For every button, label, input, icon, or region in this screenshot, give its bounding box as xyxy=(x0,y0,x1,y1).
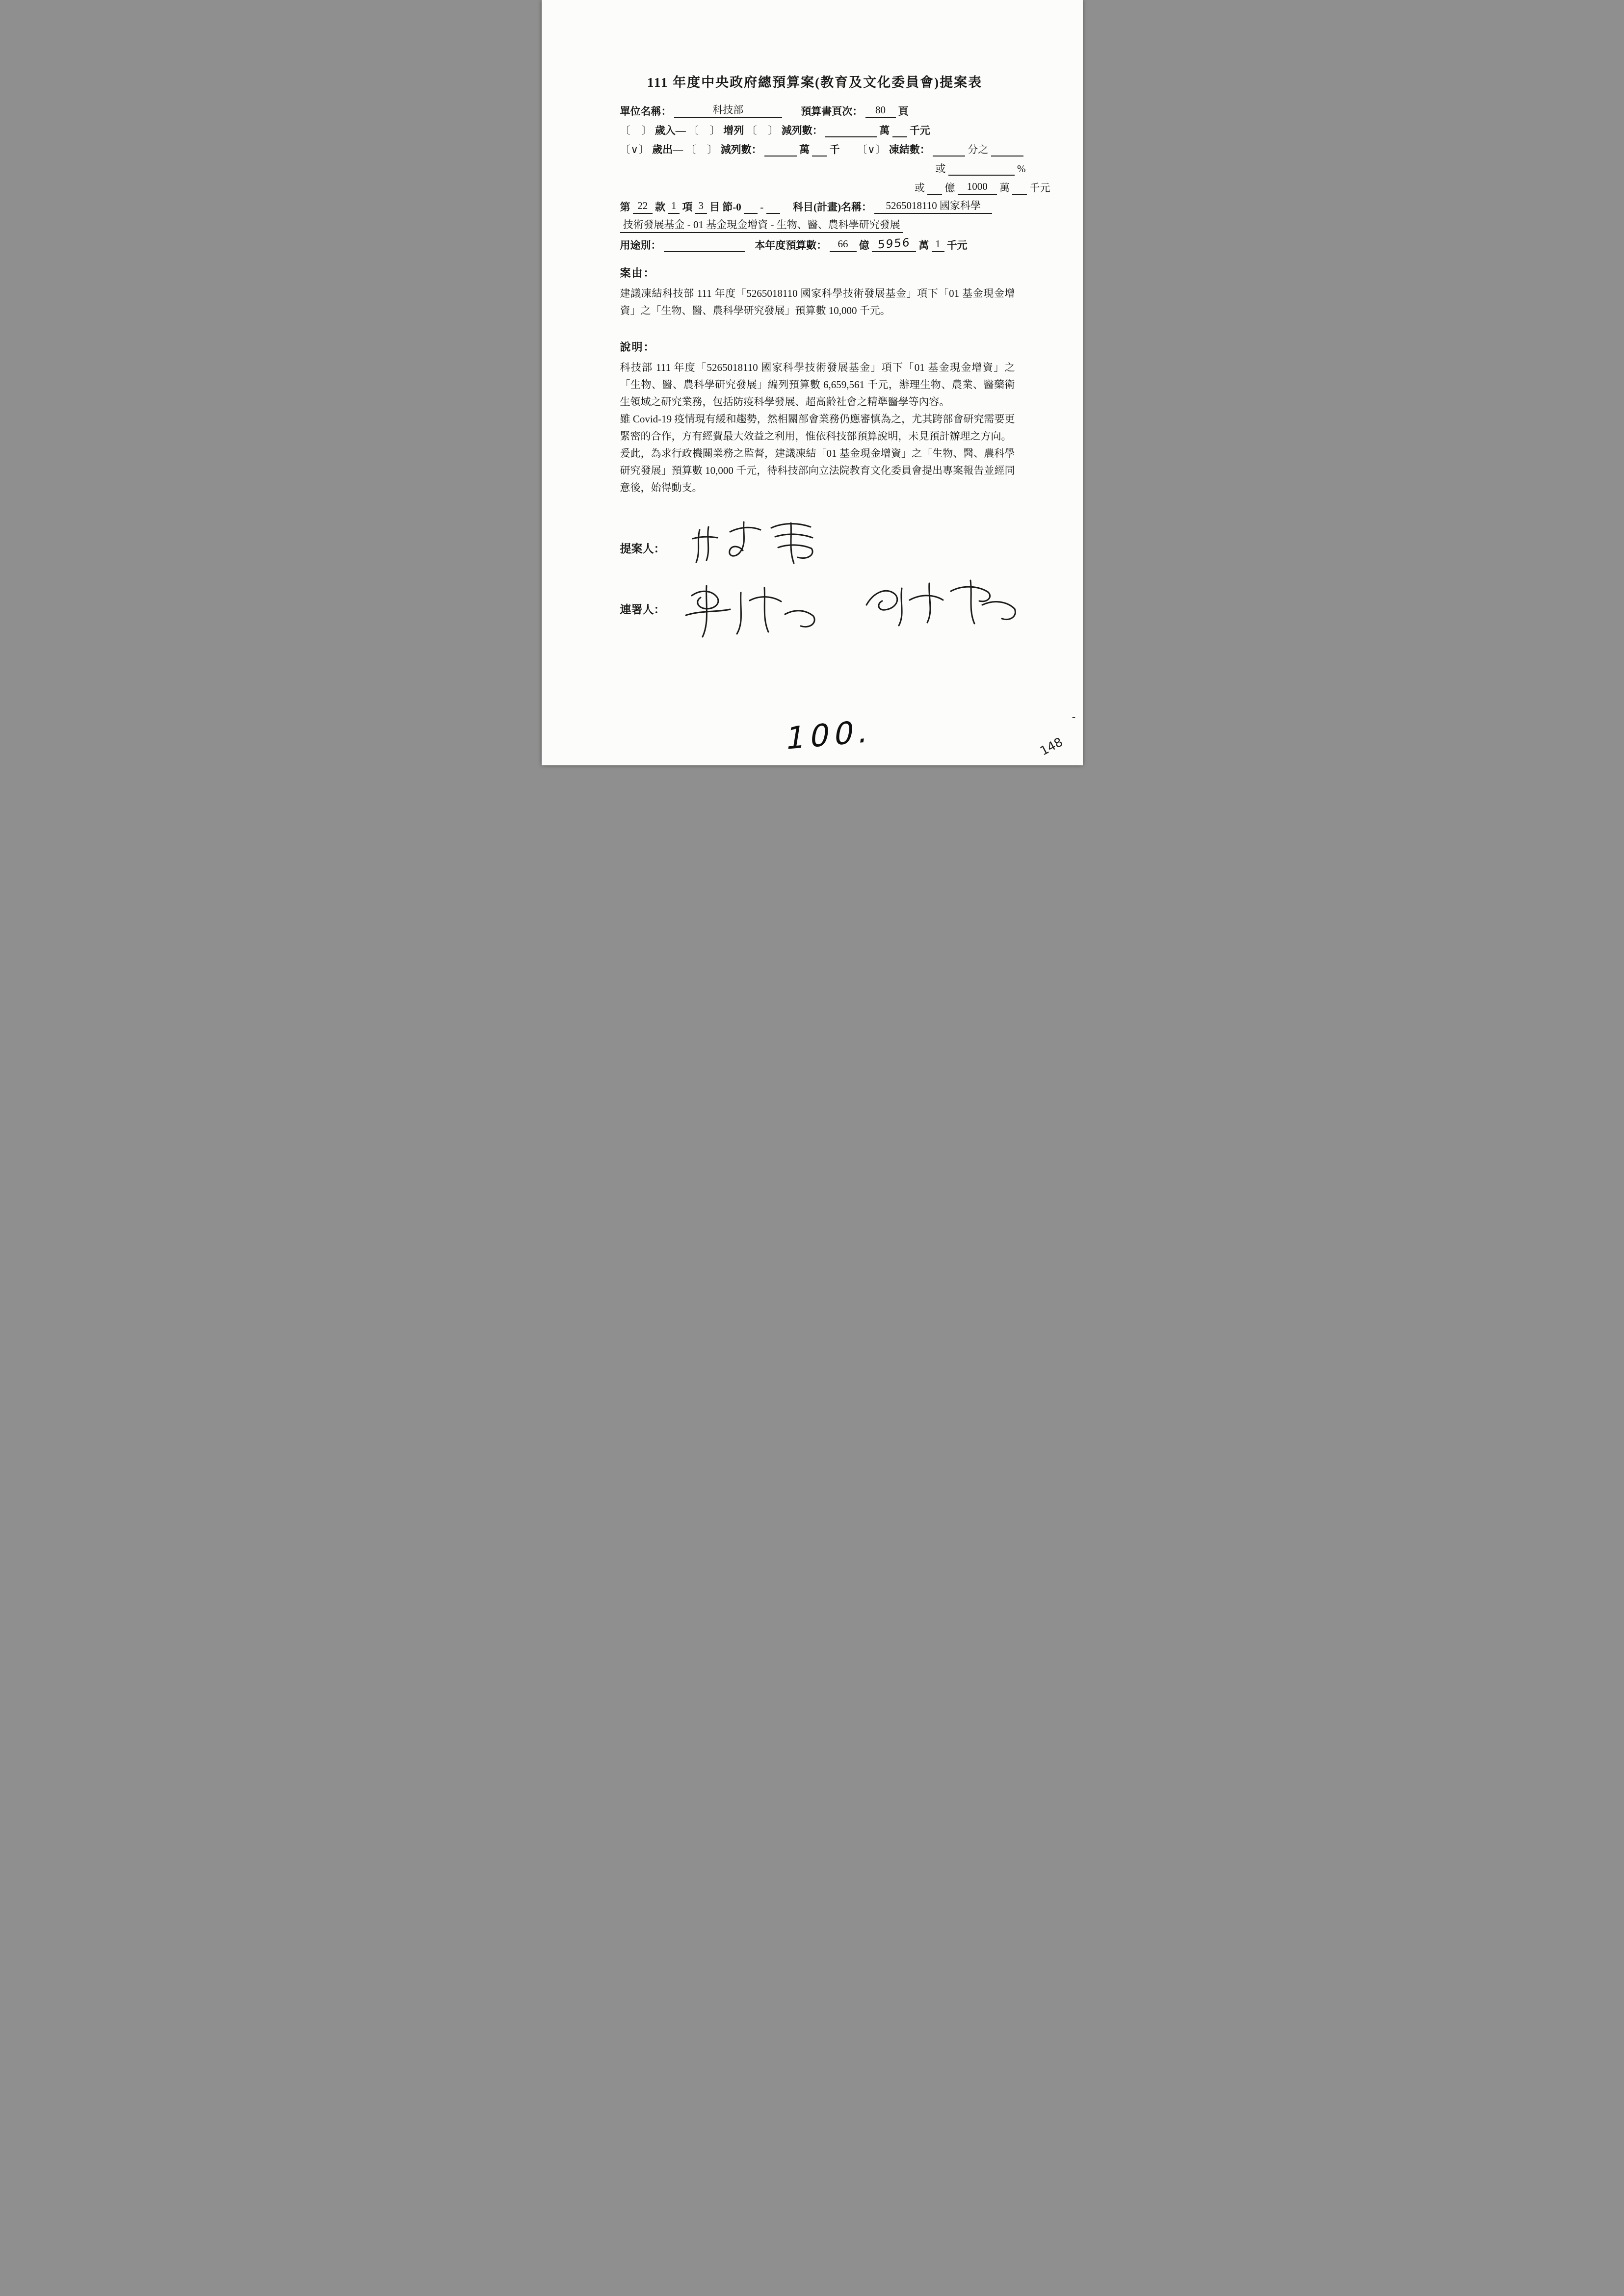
budget-page-value: 80 xyxy=(865,104,896,118)
revenue-checkbox: 〔 〕 xyxy=(620,125,653,136)
handwritten-score: 100. xyxy=(783,712,876,757)
di-label: 第 xyxy=(620,201,630,213)
cosigner-row xyxy=(620,576,1015,641)
cosigner-signature-1 xyxy=(680,579,827,643)
decrease-checkbox: 〔 〕 xyxy=(746,125,779,136)
percent-prefix: 或 xyxy=(935,163,946,175)
budget-yi-value: 66 xyxy=(830,237,857,252)
expenditure-row xyxy=(620,142,1015,157)
freeze-checkbox-checked: 〔∨〕 xyxy=(857,144,887,156)
freeze-percent-row xyxy=(620,161,1026,176)
document-content xyxy=(542,0,1083,641)
percent-sign: % xyxy=(1017,163,1026,175)
explanation-para-3: 爰此，為求行政機關業務之監督，建議凍結「01 基金現金增資」之「生物、醫、農科學研究發展」預算數 10,000 千元，待科技部向立法院教育文化委員會提出專案報告並經同意後，始得動支。 xyxy=(620,447,1015,494)
amount-unit-yi: 億 xyxy=(944,182,955,194)
budget-amount-label: 本年度預算數： xyxy=(755,239,827,251)
case-section xyxy=(620,265,1015,319)
freeze-numerator-blank xyxy=(933,142,965,157)
expenditure-qian-blank xyxy=(812,142,827,157)
freeze-amount-row xyxy=(620,180,1050,195)
revenue-label: 歲入 xyxy=(655,125,676,136)
revenue-unit-wan: 萬 xyxy=(879,125,890,136)
cosigner-label: 連署人： xyxy=(620,603,665,616)
item-number-row xyxy=(620,199,1015,214)
expenditure-dash: — xyxy=(673,144,683,156)
kuan-value: 22 xyxy=(633,199,653,214)
proposer-signature xyxy=(689,517,836,571)
corner-mark: - xyxy=(1072,711,1076,723)
increase-label: 增列 xyxy=(723,125,744,136)
jie-dash: - xyxy=(760,201,764,213)
percent-blank xyxy=(948,161,1015,176)
budget-wan-value-handwritten: 5956 xyxy=(877,236,911,252)
budget-unit-wan: 萬 xyxy=(918,239,929,251)
revenue-dash: — xyxy=(675,125,686,136)
subject-continuation-row xyxy=(620,218,1015,233)
case-heading: 案由： xyxy=(620,267,655,279)
expenditure-amount-blank xyxy=(764,142,797,157)
jie-blank-1 xyxy=(744,199,758,214)
expenditure-unit-wan: 萬 xyxy=(799,144,810,156)
budget-unit-qianyuan: 千元 xyxy=(946,239,968,251)
expenditure-checkbox-checked: 〔∨〕 xyxy=(620,144,650,156)
subject-value-line1: 5265018110 國家科學 xyxy=(874,199,992,214)
doc-title: 111 年度中央政府總預算案(教育及文化委員會)提案表 xyxy=(647,75,983,90)
explanation-heading: 說明： xyxy=(620,341,655,353)
freeze-fenzhi-label: 分之 xyxy=(968,144,989,156)
amount-qian-blank xyxy=(1012,180,1027,195)
amount-yi-blank xyxy=(927,180,942,195)
increase-checkbox: 〔 〕 xyxy=(688,125,721,136)
scanned-document-page xyxy=(542,0,1083,765)
mu-value: 3 xyxy=(695,199,707,214)
expenditure-unit-qian: 千 xyxy=(829,144,840,156)
unit-page-row xyxy=(620,104,1015,118)
page-number: 148 xyxy=(1037,734,1065,758)
jie-label: 節-0 xyxy=(722,201,741,213)
budget-unit-yi: 億 xyxy=(859,239,869,251)
expenditure-decrease-checkbox: 〔 〕 xyxy=(685,144,718,156)
budget-page-unit: 頁 xyxy=(898,105,909,117)
revenue-amount-blank xyxy=(825,123,877,137)
unit-name-label: 單位名稱： xyxy=(620,105,672,117)
revenue-qian-blank xyxy=(892,123,907,137)
subject-label: 科目(計畫)名稱： xyxy=(793,201,872,213)
case-body: 建議凍結科技部 111 年度「5265018110 國家科學技術發展基金」項下「01 基金現金增資」之「生物、醫、農科學研究發展」預算數 10,000 千元。 xyxy=(620,287,1015,316)
usage-label: 用途別： xyxy=(620,239,661,251)
amount-wan-value: 1000 xyxy=(958,180,997,195)
jie-blank-2 xyxy=(766,199,780,214)
decrease-label: 減列數： xyxy=(781,125,823,136)
usage-budget-row xyxy=(620,237,1015,252)
budget-qian-value: 1 xyxy=(932,237,944,252)
expenditure-decrease-label: 減列數： xyxy=(720,144,762,156)
budget-wan-underline xyxy=(872,237,916,252)
proposer-label: 提案人： xyxy=(620,542,665,555)
amount-prefix: 或 xyxy=(915,182,925,194)
subject-value-line2: 技術發展基金 - 01 基金現金增資 - 生物、醫、農科學研究發展 xyxy=(620,218,903,233)
xiang-label: 項 xyxy=(682,201,693,213)
usage-blank xyxy=(664,237,745,252)
cosigner-signature-2 xyxy=(859,574,1021,633)
explanation-para-2: 雖 Covid-19 疫情現有緩和趨勢，然相關部會業務仍應審慎為之，尤其跨部會研究需要更緊密的合作，方有經費最大效益之利用，惟依科技部預算說明，未見預計辦理之方向。 xyxy=(620,413,1015,442)
amount-unit-qianyuan: 千元 xyxy=(1029,182,1050,194)
proposer-row xyxy=(620,520,1015,575)
revenue-unit-qianyuan: 千元 xyxy=(909,125,930,136)
freeze-denominator-blank xyxy=(991,142,1023,157)
amount-unit-wan: 萬 xyxy=(999,182,1010,194)
expenditure-label: 歲出 xyxy=(652,144,673,156)
revenue-row xyxy=(620,123,1015,137)
explanation-section xyxy=(620,339,1015,496)
mu-label: 目 xyxy=(709,201,720,213)
xiang-value: 1 xyxy=(668,199,680,214)
kuan-label: 款 xyxy=(655,201,665,213)
budget-page-label: 預算書頁次： xyxy=(801,105,863,117)
freeze-label: 凍結數： xyxy=(889,144,930,156)
unit-name-value: 科技部 xyxy=(674,104,782,118)
explanation-para-1: 科技部 111 年度「5265018110 國家科學技術發展基金」項下「01 基金現金增資」之「生物、醫、農科學研究發展」編列預算數 6,659,561 千元，辦理生物、農業、醫藥衛生領域之研究業務，包括防疫科學發展、超高齡社會之精準醫學等內容。 xyxy=(620,362,1015,408)
